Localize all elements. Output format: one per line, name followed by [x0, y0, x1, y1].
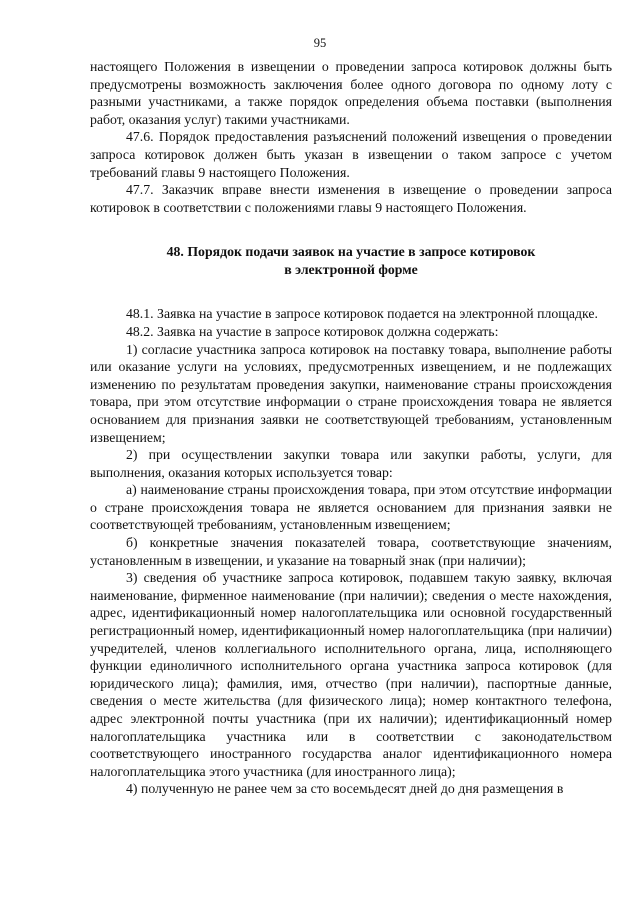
paragraph: настоящего Положения в извещении о проведении запроса котировок должны быть предусмотрены возможность заключения более одного договора по одному лоту с разными участниками, а также порядок определения объема поставки (выполнения работ, оказания услуг) такими участниками. [90, 59, 612, 127]
paragraph: 48.2. Заявка на участие в запросе котировок должна содержать: [126, 323, 499, 339]
paragraph: б) конкретные значения показателей товара, соответствующие значениям, установленным в извещении, и указание на товарный знак (при наличии); [90, 535, 612, 568]
page-number: 95 [313, 36, 327, 50]
paragraph: а) наименование страны происхождения товара, при этом отсутствие информации о стране происхождения товара не является основанием для признания заявки не соответствующей требованиям, установленным извещением; [90, 482, 612, 533]
section-heading [90, 243, 612, 279]
paragraph: 1) согласие участника запроса котировок на поставку товара, выполнение работы или оказание услуги на условиях, предусмотренных извещением, и не подлежащих изменению по результатам проведения закупки, наименование страны происхождения товара, при этом отсутствие информации о стране происхождения товара не является основанием для признания заявки не соответствующей требованиям, установленным извещением; [90, 341, 612, 445]
paragraph: 4) полученную не ранее чем за сто восемьдесят дней до дня размещения в [126, 781, 564, 797]
paragraph: 2) при осуществлении закупки товара или закупки работы, услуги, для выполнения, оказания которых используется товар: [90, 447, 612, 480]
paragraph: 47.7. Заказчик вправе внести изменения в извещение о проведении запроса котировок в соответствии с положениями главы 9 настоящего Положения. [90, 182, 612, 215]
paragraph: 48.1. Заявка на участие в запросе котировок подается на электронной площадке. [126, 306, 598, 322]
section-heading-line: 48. Порядок подачи заявок на участие в запросе котировок [166, 244, 536, 260]
page-body [90, 58, 612, 798]
section-heading-line: в электронной форме [284, 262, 418, 278]
paragraph: 3) сведения об участнике запроса котировок, подавшем такую заявку, включая наименование, фирменное наименование (при наличии); сведения о месте нахождения, адрес, идентификационный номер налогоплательщика или основной государственный регистрационный номер, идентификационный номер налогоплательщика (при наличии) учредителей, членов коллегиального исполнительного органа, лица, исполняющего функции единоличного исполнительного органа участника запроса котировок (для юридического лица); фамилия, имя, отчество (при наличии), паспортные данные, сведения о месте жительства (для физического лица); номер контактного телефона, адрес электронной почты участника (при их наличии); идентификационный номер налогоплательщика участника или в соответствии с законодательством соответствующего иностранного государства аналог идентификационного номера налогоплательщика этого участника (для иностранного лица); [90, 570, 612, 779]
paragraph: 47.6. Порядок предоставления разъяснений положений извещения о проведении запроса котировок должен быть указан в извещении о таком запросе с учетом требований главы 9 настоящего Положения. [90, 129, 612, 180]
